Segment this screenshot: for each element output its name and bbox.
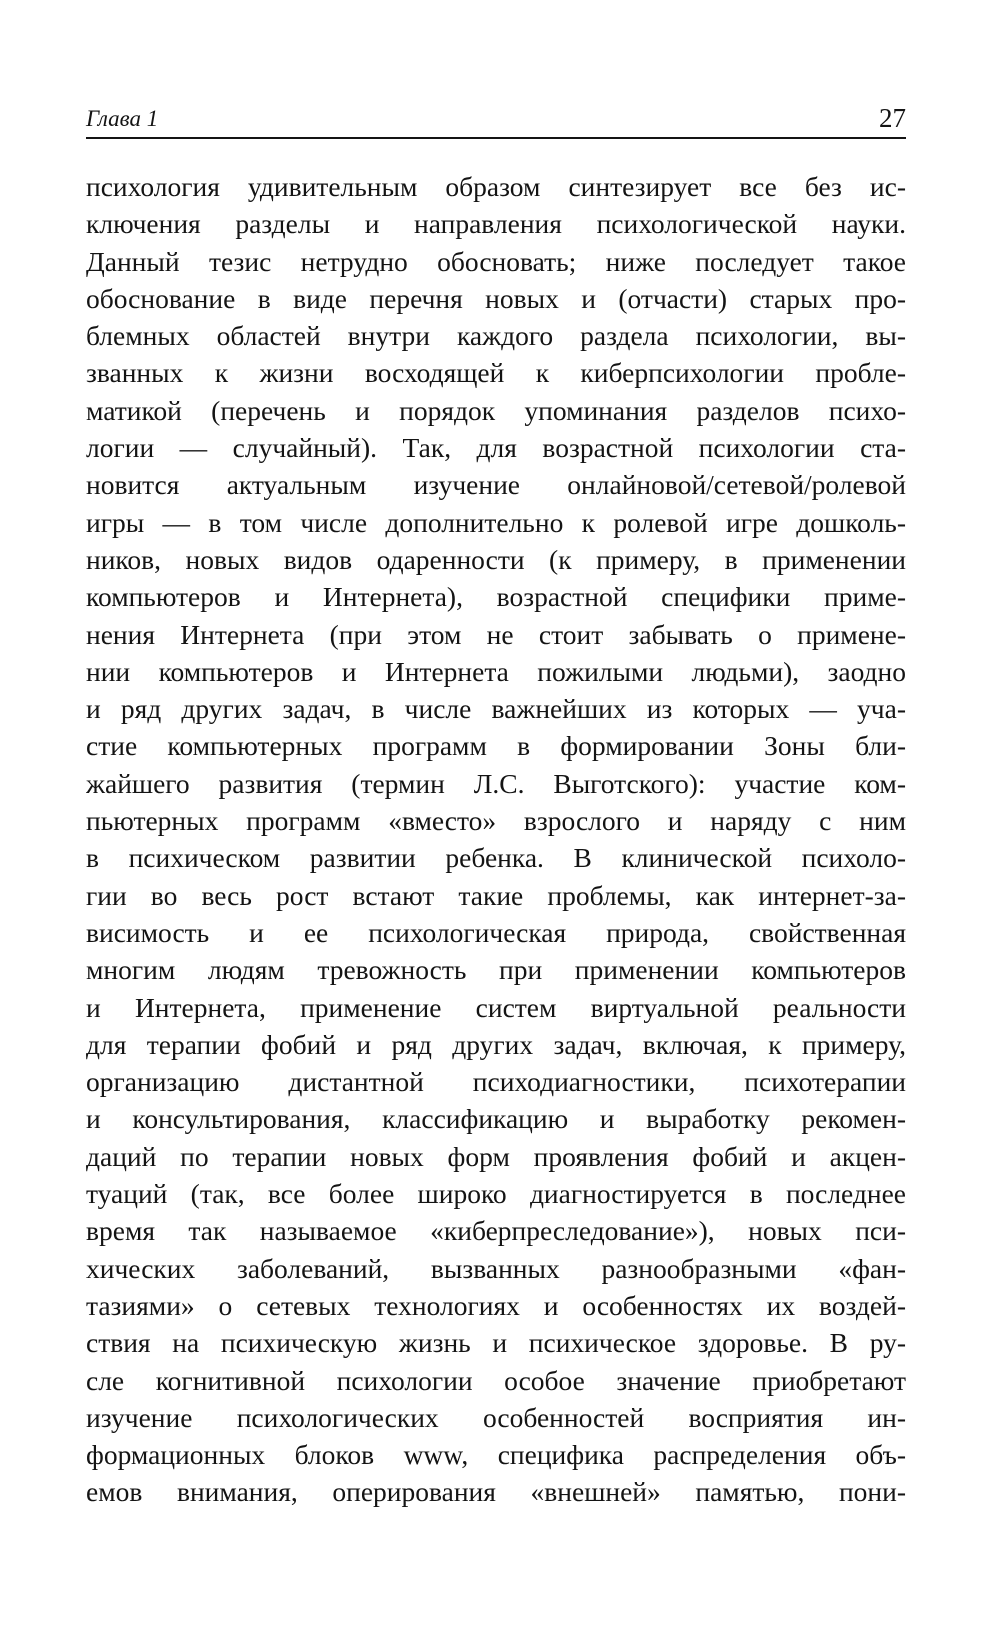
text-line: компьютеров и Интернета), возрастной специфики приме- (86, 581, 906, 613)
text-line: висимость и ее психологическая природа, свойственная (86, 916, 906, 948)
text-line: психология удивительным образом синтезирует все без ис- (86, 171, 906, 202)
text-line: сле когнитивной психологии особое значение приобретают (86, 1364, 906, 1396)
text-line: пьютерных программ «вместо» взрослого и наряду с ним (86, 805, 906, 837)
running-head (86, 103, 906, 139)
text-line: званных к жизни восходящей к киберпсихологии пробле- (86, 357, 906, 389)
text-line: и ряд других задач, в числе важнейших из которых — уча- (86, 693, 906, 725)
text-line: в психическом развитии ребенка. В клинической психоло- (86, 842, 906, 874)
text-line: для терапии фобий и ряд других задач, включая, к примеру, (86, 1028, 906, 1060)
text-line: логии — случайный). Так, для возрастной психологии ста- (86, 432, 906, 464)
text-line: нения Интернета (при этом не стоит забывать о примене- (86, 618, 906, 650)
text-line: организацию дистантной психодиагностики, психотерапии (86, 1066, 906, 1098)
chapter-label: Глава 1 (86, 106, 159, 131)
text-line: ствия на психическую жизнь и психическое здоровье. В ру- (86, 1327, 906, 1359)
text-line: и Интернета, применение систем виртуальной реальности (86, 991, 906, 1023)
body-text (86, 168, 906, 1511)
text-line: хических заболеваний, вызванных разнообразными «фан- (86, 1252, 906, 1284)
text-line: Данный тезис нетрудно обосновать; ниже последует такое (86, 245, 906, 277)
text-line: ников, новых видов одаренности (к примеру, в применении (86, 543, 906, 575)
text-line: новится актуальным изучение онлайновой/сетевой/ролевой (86, 469, 906, 501)
text-line: блемных областей внутри каждого раздела психологии, вы- (86, 320, 906, 352)
text-line: емов внимания, оперирования «внешней» памятью, пони- (86, 1476, 906, 1508)
text-line: гии во весь рост встают такие проблемы, как интернет-за- (86, 879, 906, 911)
text-line: изучение психологических особенностей восприятия ин- (86, 1401, 906, 1433)
text-line: ключения разделы и направления психологической науки. (86, 208, 906, 240)
page-number: 27 (879, 103, 906, 133)
text-line: многим людям тревожность при применении компьютеров (86, 954, 906, 986)
text-line: игры — в том числе дополнительно к ролевой игре дошколь- (86, 506, 906, 538)
text-line: обоснование в виде перечня новых и (отчасти) старых про- (86, 282, 906, 314)
text-line: время так называемое «киберпреследование»), новых пси- (86, 1215, 906, 1247)
text-line: тазиями» о сетевых технологиях и особенностях их воздей- (86, 1289, 906, 1321)
text-line: туаций (так, все более широко диагностируется в последнее (86, 1178, 906, 1210)
text-line: матикой (перечень и порядок упоминания разделов психо- (86, 394, 906, 426)
text-line: даций по терапии новых форм проявления фобий и акцен- (86, 1140, 906, 1172)
text-line: стие компьютерных программ в формировании Зоны бли- (86, 730, 906, 762)
text-line: нии компьютеров и Интернета пожилыми людьми), заодно (86, 655, 906, 687)
text-line: жайшего развития (термин Л.С. Выготского): участие ком- (86, 767, 906, 799)
text-line: формационных блоков www, специфика распределения объ- (86, 1439, 906, 1471)
text-line: и консультирования, классификацию и выработку рекомен- (86, 1103, 906, 1135)
